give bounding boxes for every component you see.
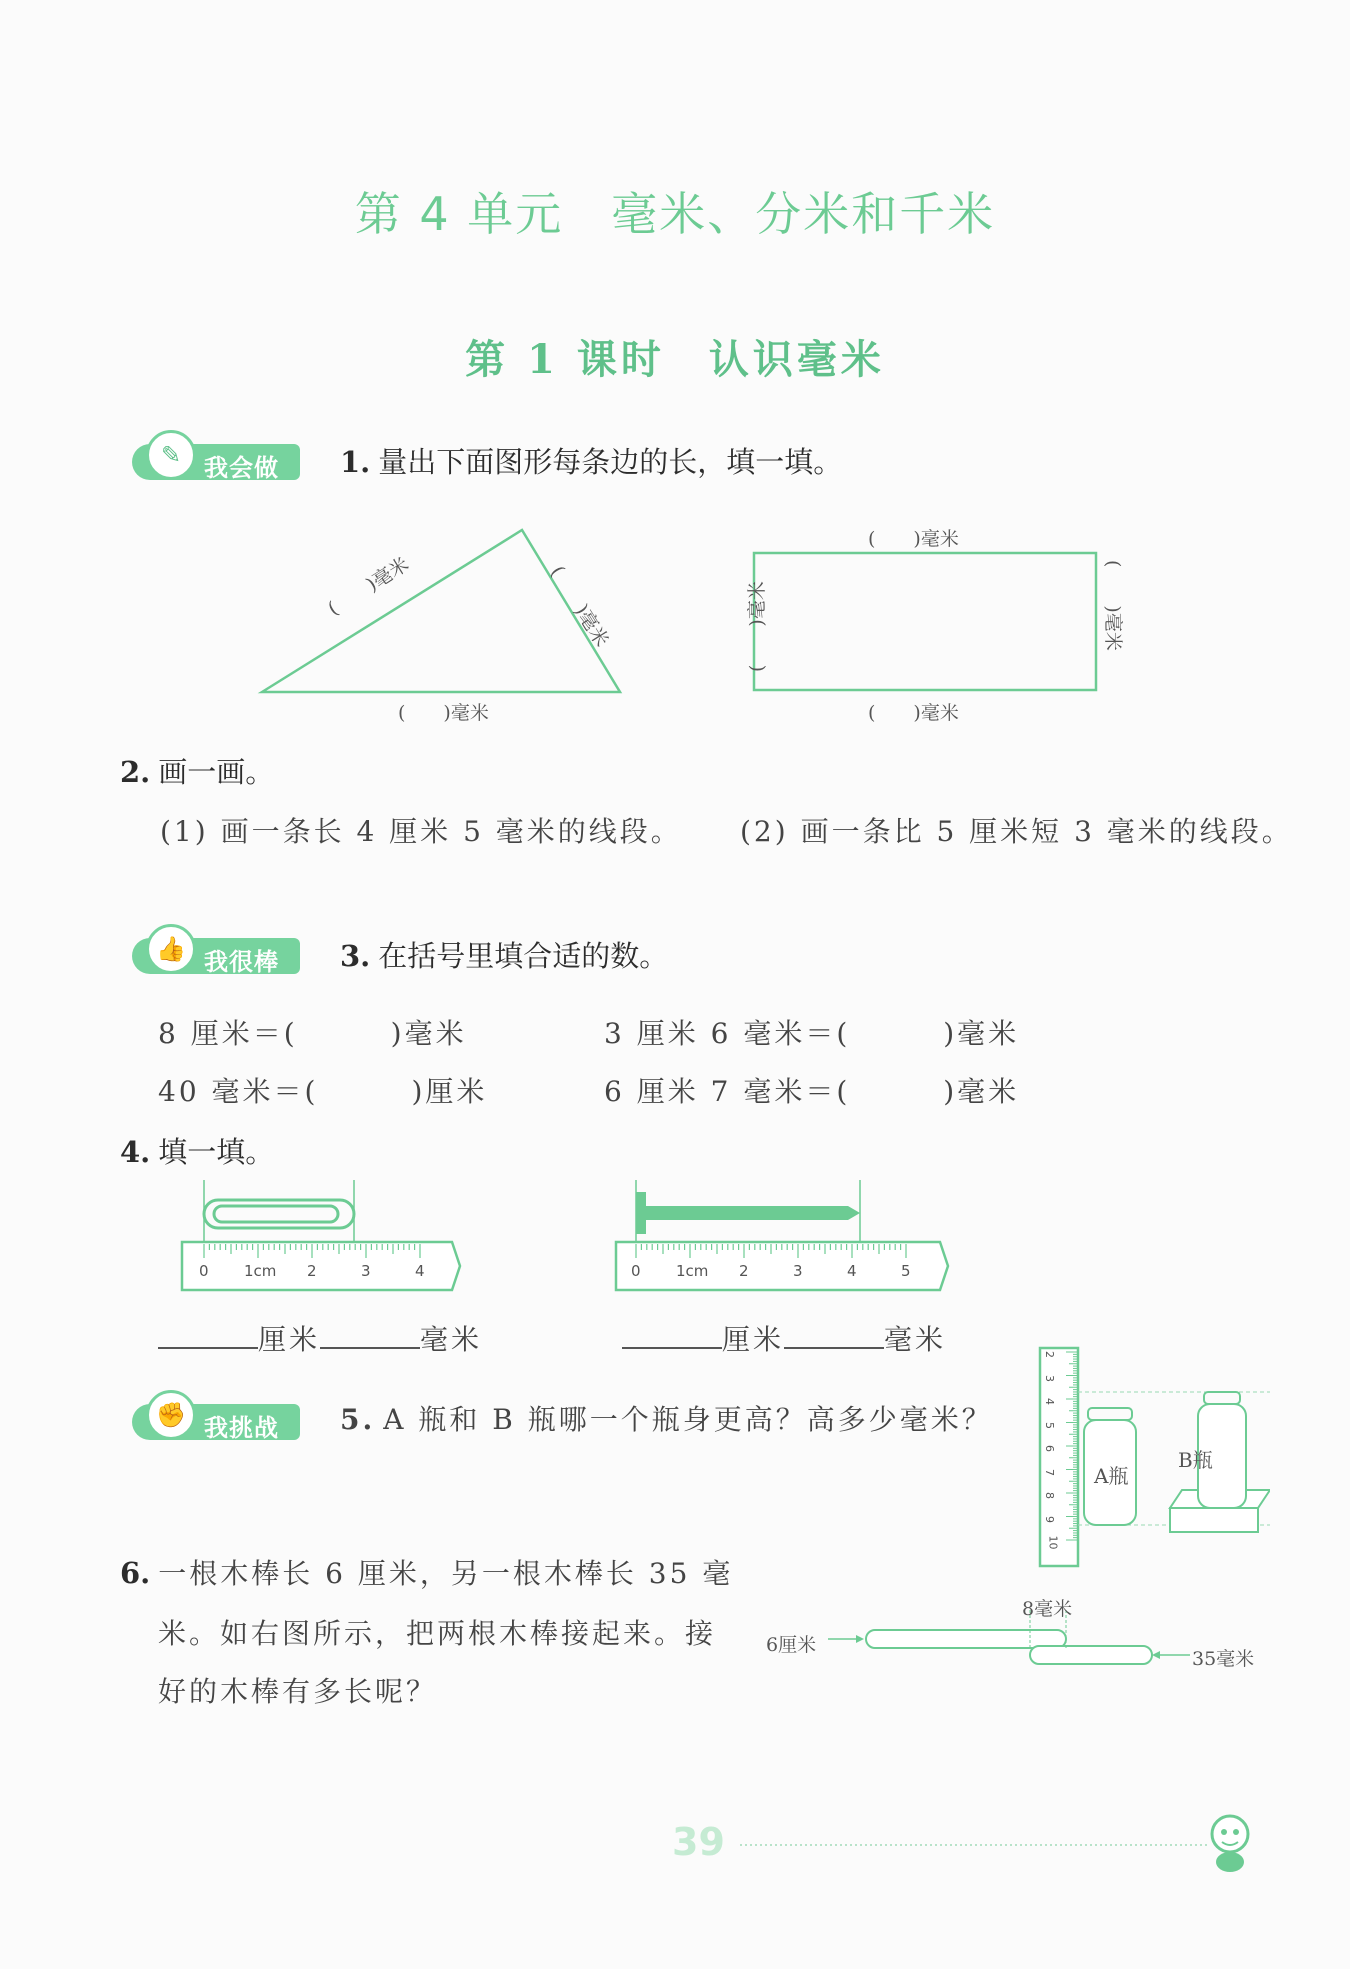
question-5 <box>340 1398 993 1438</box>
unit-label: 厘米 <box>258 1323 321 1356</box>
answer-blank[interactable] <box>622 1321 722 1349</box>
lesson-title: 第 1 课时 认识毫米 <box>465 336 885 383</box>
q4-answer-1 <box>158 1318 482 1358</box>
ruler-label: 1cm <box>676 1262 709 1280</box>
ruler-label: 4 <box>415 1262 425 1280</box>
fist-icon: ✊ <box>146 1390 196 1440</box>
unit-title: 第 4 单元 毫米、分米和千米 <box>354 187 996 241</box>
q3-item-c: 40 毫米＝( )厘米 <box>158 1075 488 1108</box>
page-number: 39 <box>672 1820 725 1864</box>
footer-dotted-line <box>740 1840 1210 1850</box>
question-2 <box>120 750 274 791</box>
question-number: 5. <box>340 1403 376 1436</box>
bottle-b-label: B瓶 <box>1178 1448 1213 1472</box>
arrow-right-head <box>1152 1651 1160 1659</box>
ruler-label: 2 <box>739 1262 749 1280</box>
ruler-label: 3 <box>1043 1374 1056 1382</box>
question-text: 量出下面图形每条边的长，填一填。 <box>378 445 843 479</box>
q4-answer-2 <box>622 1318 946 1358</box>
unit-label: 毫米 <box>420 1323 483 1356</box>
triangle-left-side-label: ( )毫米 <box>324 553 413 621</box>
pencil-icon: ✎ <box>146 430 196 480</box>
answer-blank[interactable] <box>158 1321 258 1349</box>
ruler-label: 10 <box>1046 1535 1060 1550</box>
ruler-label: 1cm <box>244 1262 277 1280</box>
ruler-label: 0 <box>631 1262 641 1280</box>
thumbs-up-icon: 👍 <box>146 924 196 974</box>
ruler-label: 8 <box>1043 1492 1056 1499</box>
question-number: 6. <box>120 1556 151 1590</box>
question-text-line-3: 好的木棒有多长呢？ <box>158 1675 438 1708</box>
triangle-shape <box>262 530 620 692</box>
stick-6cm <box>866 1630 1066 1648</box>
nail-icon <box>636 1180 860 1242</box>
ruler-label: 4 <box>1043 1398 1056 1405</box>
rectangle-left-label: ( )毫米 <box>746 581 768 672</box>
answer-blank[interactable] <box>320 1321 420 1349</box>
overlap-label: 8毫米 <box>1022 1598 1073 1620</box>
q2-part-1: (1) 画一条长 4 厘米 5 毫米的线段。 <box>160 815 682 848</box>
triangle-right-side-label: ( )毫米 <box>545 562 613 651</box>
badge-label: 我很棒 <box>204 948 279 976</box>
ruler-label: 4 <box>847 1262 857 1280</box>
stick-35mm <box>1030 1646 1152 1664</box>
arrow-left-head <box>856 1635 864 1643</box>
q5-bottles-figure <box>1030 1340 1270 1570</box>
answer-blank[interactable] <box>784 1321 884 1349</box>
ruler-label: 6 <box>1043 1445 1056 1452</box>
question-number: 3. <box>340 939 371 973</box>
ruler-label: 5 <box>1043 1421 1056 1429</box>
question-text-line-1: 一根木棒长 6 厘米，另一根木棒长 35 毫 <box>158 1557 734 1590</box>
question-number: 1. <box>340 445 371 479</box>
ruler-label: 2 <box>1043 1351 1056 1358</box>
question-text: A 瓶和 B 瓶哪一个瓶身更高？高多少毫米？ <box>383 1403 993 1436</box>
q3-item-d: 6 厘米 7 毫米＝( )毫米 <box>604 1075 1020 1108</box>
rectangle-bottom-label: ( )毫米 <box>868 702 959 724</box>
ruler-label: 0 <box>199 1262 209 1280</box>
badge-challenge <box>124 1390 302 1440</box>
badge-label: 我挑战 <box>204 1414 279 1442</box>
q3-item-a: 8 厘米＝( )毫米 <box>158 1017 467 1050</box>
question-text-line-2: 米。如右图所示，把两根木棒接起来。接 <box>158 1617 717 1650</box>
q1-figures <box>0 0 1350 760</box>
stick-6cm-label: 6厘米 <box>766 1634 817 1656</box>
badge-great-job <box>124 924 302 974</box>
ruler-label: 5 <box>901 1262 911 1280</box>
ruler-label: 2 <box>307 1262 317 1280</box>
ruler-label: 9 <box>1043 1515 1056 1523</box>
bottle-a-label: A瓶 <box>1094 1464 1129 1488</box>
question-text: 画一画。 <box>158 755 275 789</box>
badge-label: 我会做 <box>204 454 279 482</box>
q3-item-b: 3 厘米 6 毫米＝( )毫米 <box>604 1017 1020 1050</box>
stick-35mm-label: 35毫米 <box>1192 1648 1255 1670</box>
unit-label: 毫米 <box>884 1323 947 1356</box>
question-4 <box>120 1130 274 1171</box>
question-number: 2. <box>120 755 151 789</box>
question-number: 4. <box>120 1135 151 1169</box>
rectangle-right-label: ( )毫米 <box>1102 560 1124 651</box>
ruler-label: 7 <box>1043 1468 1056 1476</box>
question-6 <box>120 1552 733 1592</box>
question-text: 在括号里填合适的数。 <box>378 939 669 973</box>
rectangle-shape <box>754 553 1096 690</box>
q4-rulers <box>0 1180 1350 1300</box>
ruler-label: 3 <box>793 1262 803 1280</box>
question-3 <box>340 934 668 975</box>
q2-part-2: (2) 画一条比 5 厘米短 3 毫米的线段。 <box>740 815 1293 848</box>
ruler-label: 3 <box>361 1262 371 1280</box>
mascot-icon <box>1198 1808 1268 1878</box>
question-text: 填一填。 <box>158 1135 275 1169</box>
rectangle-top-label: ( )毫米 <box>868 528 959 550</box>
paperclip-icon <box>204 1180 354 1242</box>
triangle-bottom-label: ( )毫米 <box>398 702 489 724</box>
unit-label: 厘米 <box>722 1323 785 1356</box>
